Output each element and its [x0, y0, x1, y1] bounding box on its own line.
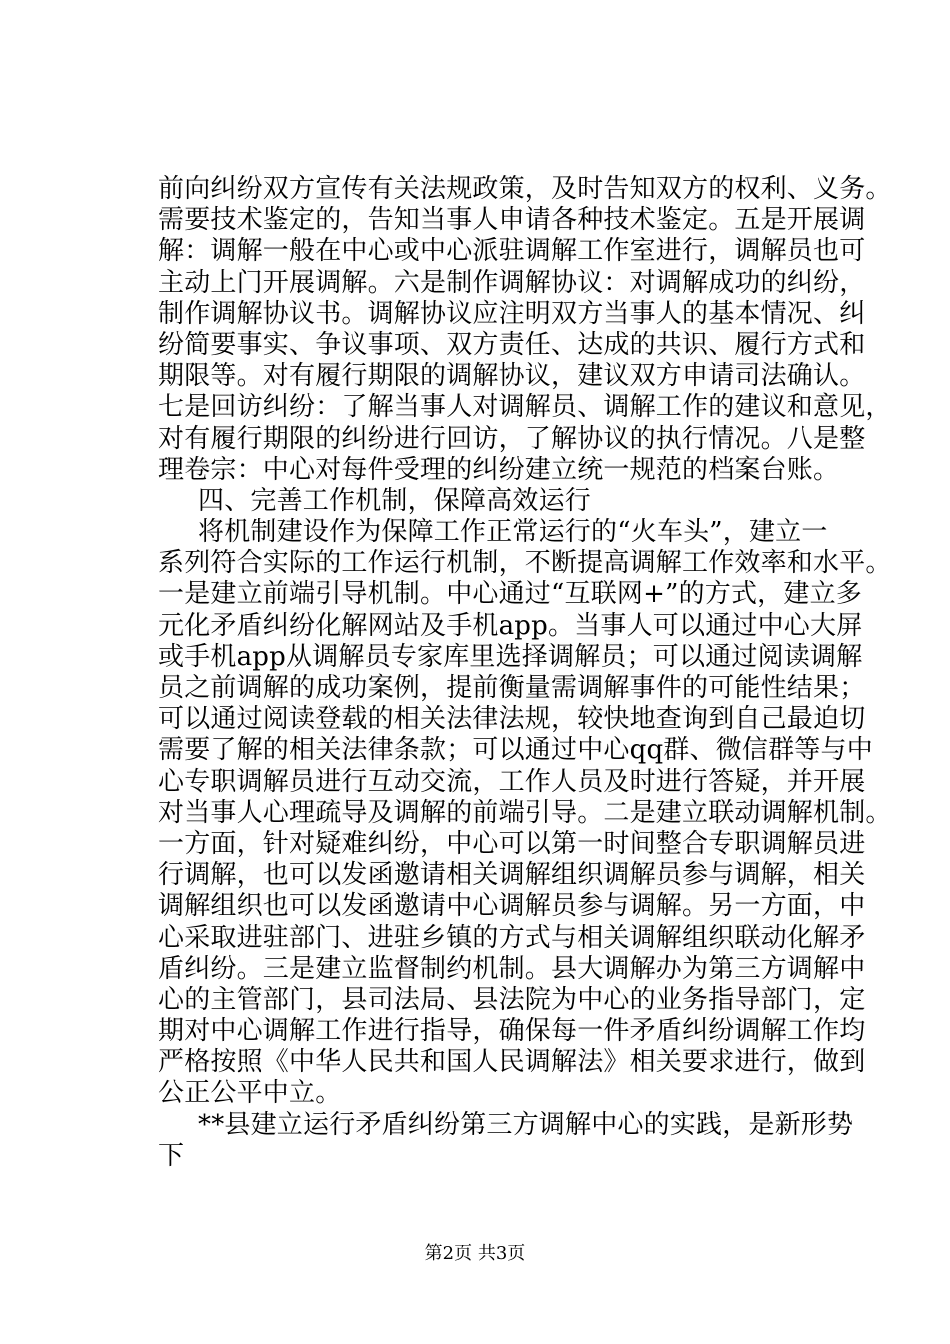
text-line: 前向纠纷双方宣传有关法规政策，及时告知双方的权利、义务。	[158, 174, 892, 204]
text-line: 期对中心调解工作进行指导，确保每一件矛盾纠纷调解工作均	[158, 1016, 866, 1047]
text-line: 系列符合实际的工作运行机制，不断提高调解工作效率和水平。	[158, 548, 892, 579]
section-heading: 四、完善工作机制，保障高效运行	[198, 485, 592, 516]
text-line: 理卷宗：中心对每件受理的纠纷建立统一规范的档案台账。	[158, 454, 840, 485]
text-line: 对当事人心理疏导及调解的前端引导。二是建立联动调解机制。	[158, 797, 892, 828]
text-line: 心的主管部门，县司法局、县法院为中心的业务指导部门，定	[158, 984, 866, 1015]
text-line: 期限等。对有履行期限的调解协议，建议双方申请司法确认。	[158, 361, 866, 392]
text-line: 公正公平中立。	[158, 1078, 342, 1109]
text-line: 需要了解的相关法律条款；可以通过中心qq群、微信群等与中	[158, 735, 873, 766]
text-line: 调解组织也可以发函邀请中心调解员参与调解。另一方面，中	[158, 891, 866, 922]
text-line: 主动上门开展调解。六是制作调解协议：对调解成功的纠纷，	[158, 267, 866, 298]
text-line: 一是建立前端引导机制。中心通过“互联网+”的方式，建立多	[158, 579, 862, 610]
page-number: 第2页 共3页	[424, 1243, 526, 1264]
text-line: 解：调解一般在中心或中心派驻调解工作室进行，调解员也可	[158, 236, 866, 267]
text-line: 将机制建设作为保障工作正常运行的“火车头”，建立一	[198, 517, 828, 548]
text-line: 纷简要事实、争议事项、双方责任、达成的共识、履行方式和	[158, 329, 866, 360]
text-line: 员之前调解的成功案例，提前衡量需调解事件的可能性结果；	[158, 673, 866, 703]
text-line: 严格按照《中华人民共和国人民调解法》相关要求进行，做到	[158, 1047, 866, 1078]
text-line: 或手机app从调解员专家库里选择调解员；可以通过阅读调解	[158, 641, 863, 672]
text-line: 一方面，针对疑难纠纷，中心可以第一时间整合专职调解员进	[158, 828, 866, 859]
text-line: **县建立运行矛盾纠纷第三方调解中心的实践，是新形势	[198, 1109, 854, 1140]
text-line: 行调解，也可以发函邀请相关调解组织调解员参与调解，相关	[158, 860, 866, 891]
page-footer	[0, 1243, 950, 1265]
text-line: 心采取进驻部门、进驻乡镇的方式与相关调解组织联动化解矛	[158, 922, 866, 953]
text-line: 盾纠纷。三是建立监督制约机制。县大调解办为第三方调解中	[158, 953, 866, 984]
text-line: 元化矛盾纠纷化解网站及手机app。当事人可以通过中心大屏	[158, 610, 863, 641]
text-line: 可以通过阅读登载的相关法律法规，较快地查询到自己最迫切	[158, 704, 866, 735]
text-line: 对有履行期限的纠纷进行回访，了解协议的执行情况。八是整	[158, 423, 866, 454]
text-line: 心专职调解员进行互动交流，工作人员及时进行答疑，并开展	[158, 766, 866, 797]
text-line: 需要技术鉴定的，告知当事人申请各种技术鉴定。五是开展调	[158, 205, 866, 236]
text-line: 下	[158, 1140, 185, 1171]
text-line: 制作调解协议书。调解协议应注明双方当事人的基本情况、纠	[158, 298, 866, 329]
body-text	[158, 174, 892, 1172]
text-line: 七是回访纠纷：了解当事人对调解员、调解工作的建议和意见，	[158, 392, 892, 423]
